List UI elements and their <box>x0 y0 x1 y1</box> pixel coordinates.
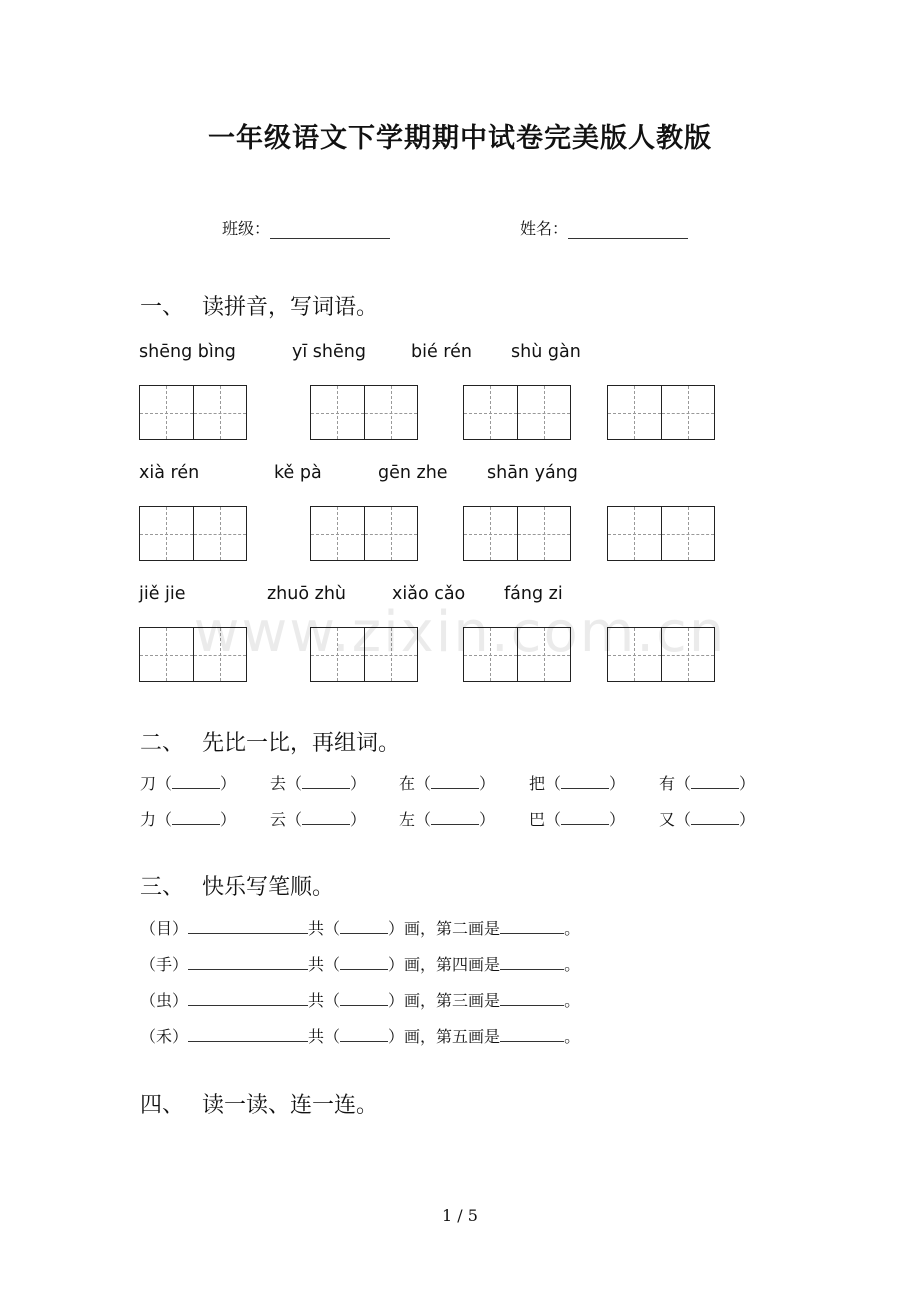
answer-blank[interactable] <box>172 774 220 789</box>
stroke-which-label: 第四画是 <box>436 955 501 974</box>
pinyin-label: jiě jie <box>139 584 186 604</box>
stroke-which-label: 第二画是 <box>436 919 501 938</box>
stroke-char: （禾） <box>140 1027 189 1046</box>
paren-open: （ <box>415 774 432 793</box>
stroke-order-blank[interactable] <box>188 955 308 970</box>
paren-open: （ <box>286 774 303 793</box>
compare-item <box>140 807 236 830</box>
class-field <box>222 216 390 239</box>
pinyin-label: xià rén <box>139 463 200 483</box>
stroke-count-label: 共（ <box>308 955 341 974</box>
writing-grid[interactable] <box>139 506 247 561</box>
compare-item <box>399 771 495 794</box>
section-4-heading <box>140 1088 378 1119</box>
paren-close: ） <box>350 810 367 829</box>
section-number: 三、 <box>140 875 185 900</box>
compare-item <box>140 771 236 794</box>
stroke-unit: ）画， <box>388 1027 437 1046</box>
compare-char: 去 <box>270 774 287 793</box>
compare-item <box>529 807 625 830</box>
paren-close: ） <box>220 774 237 793</box>
pinyin-label: gēn zhe <box>378 463 448 483</box>
paren-open: （ <box>415 810 432 829</box>
compare-char: 云 <box>270 810 287 829</box>
section-title: 读一读、连一连。 <box>202 1093 379 1118</box>
section-1-heading <box>140 290 378 321</box>
name-field <box>520 216 688 239</box>
compare-char: 左 <box>399 810 416 829</box>
pinyin-label: kě pà <box>274 463 322 483</box>
pinyin-label: xiǎo cǎo <box>392 584 466 604</box>
pinyin-label: shēng bìng <box>139 342 236 362</box>
paren-close: ） <box>350 774 367 793</box>
writing-grid[interactable] <box>463 385 571 440</box>
pinyin-label: shù gàn <box>511 342 581 362</box>
stroke-count-label: 共（ <box>308 1027 341 1046</box>
stroke-unit: ）画， <box>388 919 437 938</box>
writing-grid[interactable] <box>310 506 418 561</box>
page-number: 1 / 5 <box>442 1206 478 1225</box>
paren-open: （ <box>156 810 173 829</box>
paren-close: ） <box>739 810 756 829</box>
class-input-line[interactable] <box>270 220 390 239</box>
paren-open: （ <box>675 810 692 829</box>
stroke-which-label: 第五画是 <box>436 1027 501 1046</box>
answer-blank[interactable] <box>302 774 350 789</box>
paren-close: ） <box>739 774 756 793</box>
stroke-count-blank[interactable] <box>340 919 388 934</box>
answer-blank[interactable] <box>431 810 479 825</box>
compare-char: 力 <box>140 810 157 829</box>
compare-char: 巴 <box>529 810 546 829</box>
answer-blank[interactable] <box>691 810 739 825</box>
compare-item <box>659 771 755 794</box>
period: 。 <box>564 1027 581 1046</box>
stroke-unit: ）画， <box>388 955 437 974</box>
writing-grid[interactable] <box>607 506 715 561</box>
name-label: 姓名： <box>520 219 569 238</box>
answer-blank[interactable] <box>172 810 220 825</box>
paren-open: （ <box>286 810 303 829</box>
stroke-count-label: 共（ <box>308 991 341 1010</box>
watermark: www.zixin.com.cn <box>193 600 727 665</box>
stroke-row <box>140 1024 580 1047</box>
stroke-row <box>140 916 580 939</box>
answer-blank[interactable] <box>302 810 350 825</box>
stroke-char: （虫） <box>140 991 189 1010</box>
section-title: 读拼音，写词语。 <box>202 295 379 320</box>
stroke-char: （目） <box>140 919 189 938</box>
stroke-which-blank[interactable] <box>500 1027 564 1042</box>
paren-close: ） <box>609 774 626 793</box>
compare-char: 把 <box>529 774 546 793</box>
stroke-row <box>140 988 580 1011</box>
page-title: 一年级语文下学期期中试卷完美版人教版 <box>208 123 712 154</box>
pinyin-label: bié rén <box>411 342 472 362</box>
compare-item <box>659 807 755 830</box>
stroke-which-blank[interactable] <box>500 919 564 934</box>
pinyin-label: shān yáng <box>487 463 578 483</box>
compare-item <box>270 771 366 794</box>
writing-grid[interactable] <box>310 385 418 440</box>
writing-grid[interactable] <box>463 506 571 561</box>
section-number: 二、 <box>140 731 185 756</box>
answer-blank[interactable] <box>561 774 609 789</box>
writing-grid[interactable] <box>139 385 247 440</box>
paren-open: （ <box>545 810 562 829</box>
section-title: 先比一比，再组词。 <box>202 731 401 756</box>
paren-open: （ <box>156 774 173 793</box>
pinyin-label: zhuō zhù <box>267 584 347 604</box>
name-input-line[interactable] <box>568 220 688 239</box>
compare-char: 有 <box>659 774 676 793</box>
stroke-count-blank[interactable] <box>340 991 388 1006</box>
paren-open: （ <box>675 774 692 793</box>
stroke-count-blank[interactable] <box>340 1027 388 1042</box>
compare-item <box>529 771 625 794</box>
answer-blank[interactable] <box>431 774 479 789</box>
stroke-count-label: 共（ <box>308 919 341 938</box>
stroke-which-blank[interactable] <box>500 955 564 970</box>
section-title: 快乐写笔顺。 <box>202 875 335 900</box>
stroke-order-blank[interactable] <box>188 991 308 1006</box>
stroke-count-blank[interactable] <box>340 955 388 970</box>
pinyin-label: yī shēng <box>292 342 366 362</box>
compare-item <box>270 807 366 830</box>
paren-close: ） <box>479 810 496 829</box>
answer-blank[interactable] <box>561 810 609 825</box>
pinyin-label: fáng zi <box>504 584 563 604</box>
compare-char: 刀 <box>140 774 157 793</box>
paren-open: （ <box>545 774 562 793</box>
paren-close: ） <box>479 774 496 793</box>
stroke-which-blank[interactable] <box>500 991 564 1006</box>
period: 。 <box>564 991 581 1010</box>
stroke-which-label: 第三画是 <box>436 991 501 1010</box>
class-label: 班级： <box>222 219 271 238</box>
answer-blank[interactable] <box>691 774 739 789</box>
period: 。 <box>564 919 581 938</box>
stroke-unit: ）画， <box>388 991 437 1010</box>
paren-close: ） <box>220 810 237 829</box>
writing-grid[interactable] <box>607 385 715 440</box>
stroke-order-blank[interactable] <box>188 1027 308 1042</box>
paren-close: ） <box>609 810 626 829</box>
stroke-char: （手） <box>140 955 189 974</box>
stroke-order-blank[interactable] <box>188 919 308 934</box>
compare-item <box>399 807 495 830</box>
section-3-heading <box>140 870 334 901</box>
stroke-row <box>140 952 580 975</box>
section-number: 一、 <box>140 295 185 320</box>
compare-char: 又 <box>659 810 676 829</box>
section-2-heading <box>140 726 400 757</box>
compare-char: 在 <box>399 774 416 793</box>
period: 。 <box>564 955 581 974</box>
section-number: 四、 <box>140 1093 185 1118</box>
